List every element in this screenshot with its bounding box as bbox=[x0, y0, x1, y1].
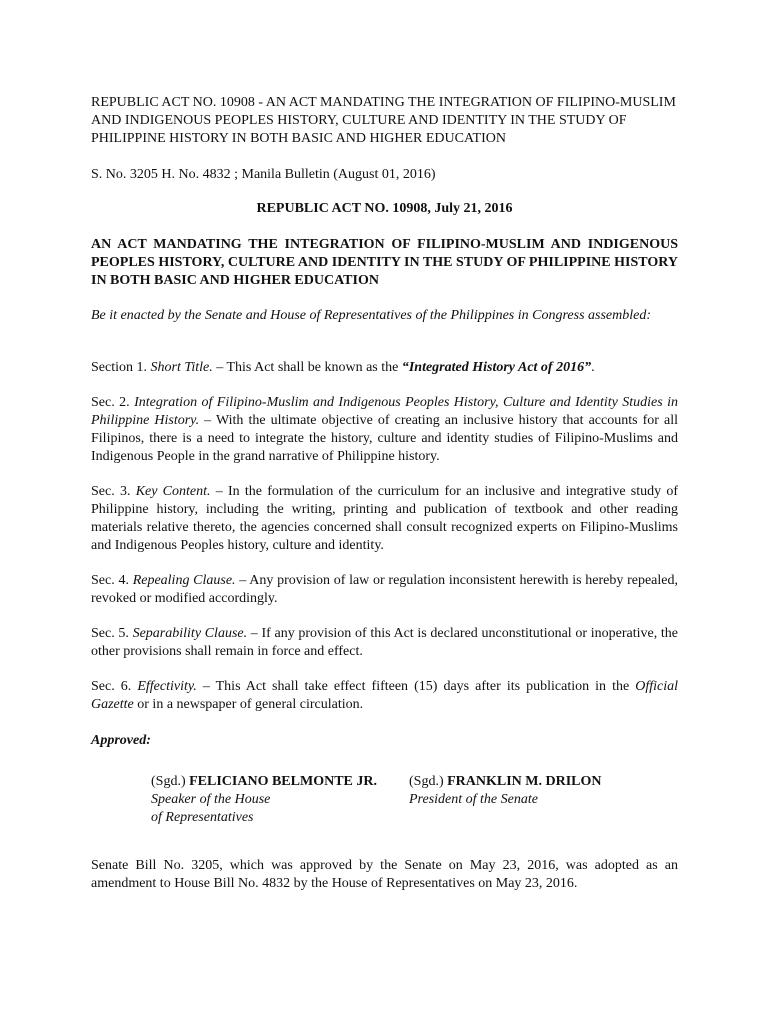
section-body: – With the ultimate objective of creating an inclusive history that accounts for all Filipinos, there is a need to integrate the history, culture and identity studies of Filipino-Muslims and Indigenous People in the grand narrative of Philippine history. bbox=[91, 413, 678, 464]
section-heading: Effectivity. bbox=[137, 679, 197, 694]
section-4 bbox=[91, 572, 678, 608]
act-number-date: REPUBLIC ACT NO. 10908, July 21, 2016 bbox=[256, 201, 513, 216]
signatory-name: FELICIANO BELMONTE JR. bbox=[189, 774, 377, 789]
section-heading: Short Title. bbox=[150, 360, 213, 375]
section-heading: Separability Clause. bbox=[132, 626, 248, 641]
signatory-name: FRANKLIN M. DRILON bbox=[447, 774, 602, 789]
signatory-name-line bbox=[409, 773, 602, 791]
signatory-speaker bbox=[151, 773, 377, 827]
section-heading: Integration of Filipino-Muslim and Indigenous Peoples History, Culture and Identity Studies in Philippine History. bbox=[91, 395, 679, 428]
signatory-role: President of the Senate bbox=[409, 792, 538, 807]
official-gazette: Official Gazette bbox=[91, 679, 679, 712]
sgd-prefix: (Sgd.) bbox=[151, 774, 190, 789]
section-body: – In the formulation of the curriculum for an inclusive and integrative study of Philippine history, including the writing, printing and publication of textbook and other reading materials relative thereto, the agencies concerned shall consult recognized experts on Filipino-Muslims and Indigenous Peoples history, culture and identity. bbox=[91, 484, 678, 553]
section-body-end: . bbox=[591, 360, 595, 375]
section-label: Sec. 4. bbox=[91, 573, 129, 588]
section-body: – If any provision of this Act is declared unconstitutional or inoperative, the other provisions shall remain in force and effect. bbox=[91, 626, 678, 659]
enacting-clause: Be it enacted by the Senate and House of Representatives of the Philippines in Congress assembled: bbox=[91, 308, 652, 323]
section-label: Sec. 6. bbox=[91, 679, 132, 694]
section-heading: Key Content. bbox=[135, 484, 211, 499]
short-title-name: “Integrated History Act of 2016” bbox=[401, 360, 592, 375]
section-3 bbox=[91, 483, 678, 555]
signatory-role-cont: of Representatives bbox=[151, 810, 254, 825]
section-6 bbox=[91, 678, 678, 714]
act-title: AN ACT MANDATING THE INTEGRATION OF FILIPINO-MUSLIM AND INDIGENOUS PEOPLES HISTORY, CULTURE AND IDENTITY IN THE STUDY OF PHILIPPINE HISTORY IN BOTH BASIC AND HIGHER EDUCATION bbox=[91, 237, 678, 288]
sgd-prefix: (Sgd.) bbox=[409, 774, 448, 789]
section-label: Section 1. bbox=[91, 360, 147, 375]
approved-label: Approved: bbox=[91, 733, 151, 748]
section-2 bbox=[91, 394, 678, 466]
section-5 bbox=[91, 625, 678, 661]
section-body: – This Act shall take effect fifteen (15) days after its publication in the bbox=[196, 679, 636, 694]
section-body: – Any provision of law or regulation inconsistent herewith is hereby repealed, revoked or modified accordingly. bbox=[91, 573, 678, 606]
legislative-history-note: Senate Bill No. 3205, which was approved by the Senate on May 23, 2016, was adopted as an amendment to House Bill No. 4832 by the House of Representatives on May 23, 2016. bbox=[91, 858, 678, 891]
section-body-end: or in a newspaper of general circulation. bbox=[133, 697, 364, 712]
section-label: Sec. 5. bbox=[91, 626, 129, 641]
section-label: Sec. 2. bbox=[91, 395, 130, 410]
document-title: REPUBLIC ACT NO. 10908 - AN ACT MANDATING THE INTEGRATION OF FILIPINO-MUSLIM AND INDIGENOUS PEOPLES HISTORY, CULTURE AND IDENTITY IN THE STUDY OF PHILIPPINE HISTORY IN BOTH BASIC AND HIGHER EDUCATION bbox=[91, 95, 676, 146]
document-page bbox=[91, 94, 678, 893]
signature-block bbox=[91, 773, 678, 827]
section-label: Sec. 3. bbox=[91, 484, 131, 499]
section-1 bbox=[91, 359, 678, 377]
signatory-senate-president bbox=[409, 773, 602, 809]
document-source: S. No. 3205 H. No. 4832 ; Manila Bulletin (August 01, 2016) bbox=[91, 167, 436, 182]
section-body: – This Act shall be known as the bbox=[212, 360, 402, 375]
section-heading: Repealing Clause. bbox=[132, 573, 236, 588]
signatory-name-line bbox=[151, 773, 377, 791]
signatory-role: Speaker of the House bbox=[151, 792, 271, 807]
